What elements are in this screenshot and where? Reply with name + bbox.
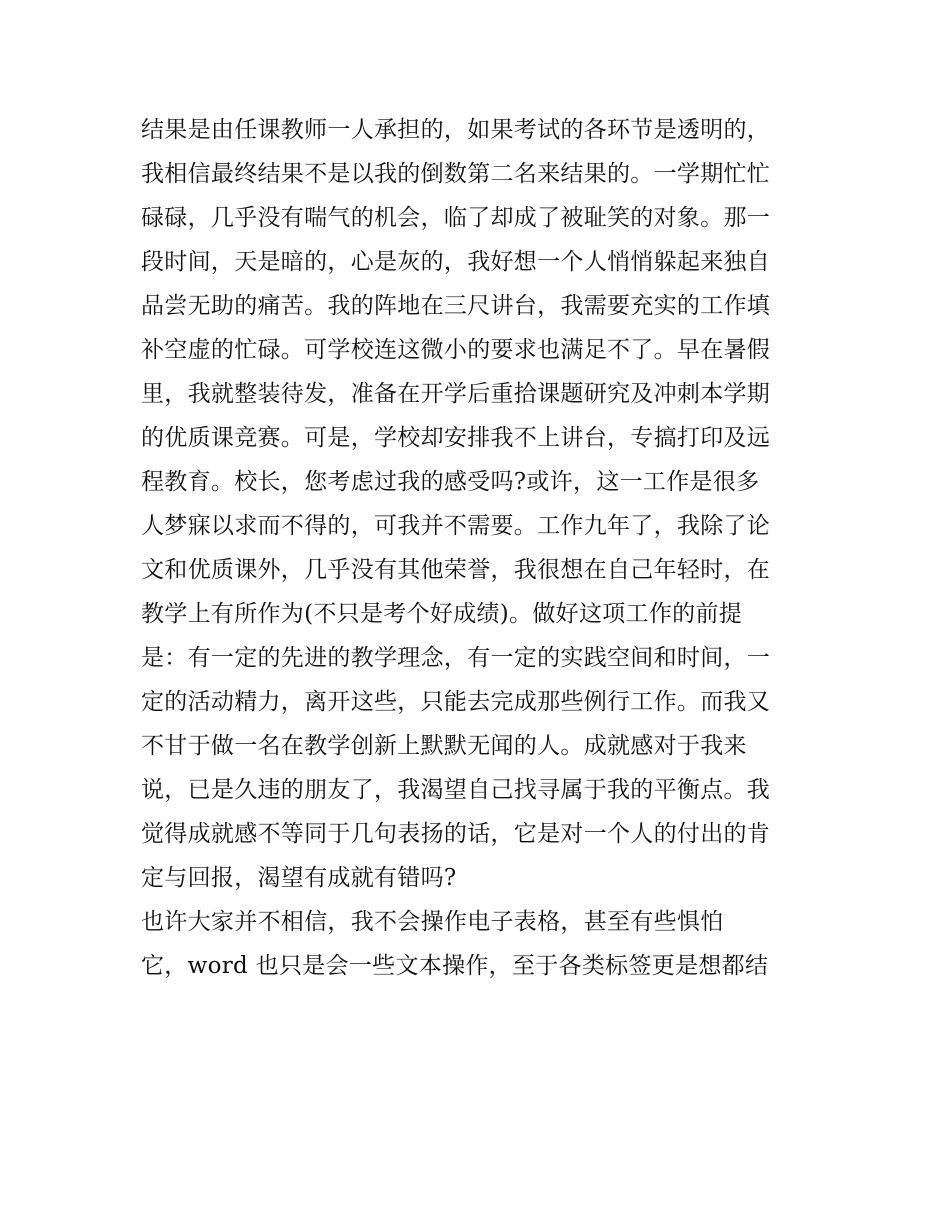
text-line: 里，我就整装待发，准备在开学后重拾课题研究及冲刺本学期 <box>141 381 771 407</box>
text-line: 结果是由任课教师一人承担的，如果考试的各环节是透明的， <box>141 117 771 143</box>
text-line: 它，word 也只是会一些文本操作，至于各类标签更是想都结 <box>141 953 769 979</box>
text-line: 程教育。校长，您考虑过我的感受吗?或许，这一工作是很多 <box>141 469 760 495</box>
text-line: 教学上有所作为(不只是考个好成绩)。做好这项工作的前提 <box>141 601 743 627</box>
text-line: 段时间，天是暗的，心是灰的，我好想一个人悄悄躲起来独自 <box>141 249 771 275</box>
text-line: 人梦寐以求而不得的，可我并不需要。工作九年了，我除了论 <box>141 513 771 539</box>
text-line: 补空虚的忙碌。可学校连这微小的要求也满足不了。早在暑假 <box>141 337 771 363</box>
text-line: 我相信最终结果不是以我的倒数第二名来结果的。一学期忙忙 <box>141 161 771 187</box>
text-line: 说，已是久违的朋友了，我渴望自己找寻属于我的平衡点。我 <box>141 777 771 803</box>
text-line: 不甘于做一名在教学创新上默默无闻的人。成就感对于我来 <box>141 733 747 759</box>
text-line: 的优质课竞赛。可是，学校却安排我不上讲台，专搞打印及远 <box>141 425 771 451</box>
text-line: 碌碌，几乎没有喘气的机会，临了却成了被耻笑的对象。那一 <box>141 205 771 231</box>
text-line: 品尝无助的痛苦。我的阵地在三尺讲台，我需要充实的工作填 <box>141 293 771 319</box>
text-line: 文和优质课外，几乎没有其他荣誉，我很想在自己年轻时，在 <box>141 557 771 583</box>
text-line: 也许大家并不相信，我不会操作电子表格，甚至有些惧怕 <box>141 909 724 935</box>
body-text <box>141 108 821 988</box>
text-line: 定的活动精力，离开这些，只能去完成那些例行工作。而我又 <box>141 689 771 715</box>
text-line: 定与回报，渴望有成就有错吗? <box>141 865 457 891</box>
text-line: 觉得成就感不等同于几句表扬的话，它是对一个人的付出的肯 <box>141 821 771 847</box>
text-line: 是：有一定的先进的教学理念，有一定的实践空间和时间，一 <box>141 645 771 671</box>
